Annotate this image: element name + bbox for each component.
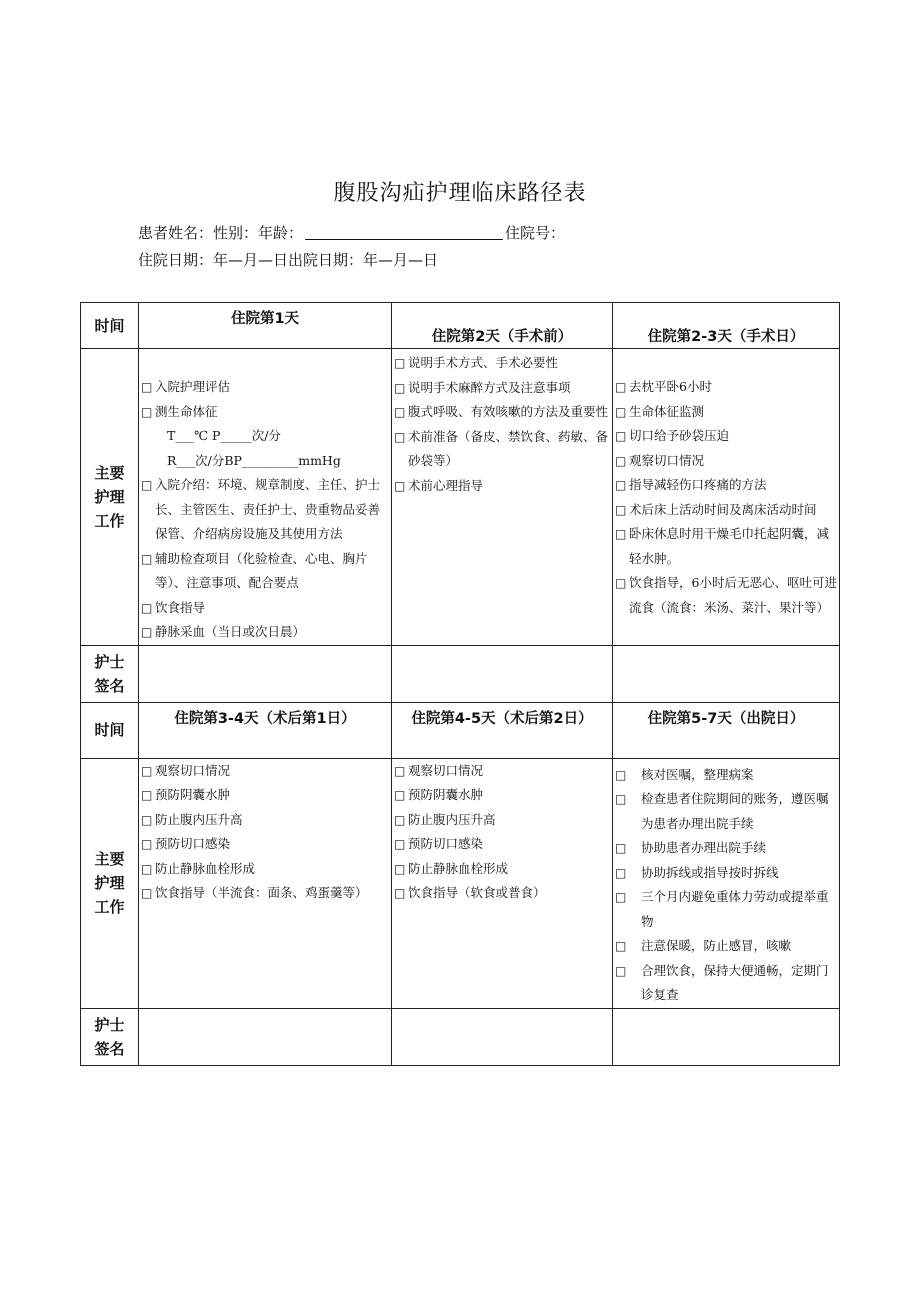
list-item: □ 预防阴囊水肿 bbox=[139, 783, 389, 808]
list-item: □ 说明手术麻醉方式及注意事项 bbox=[392, 376, 610, 401]
checkbox-icon[interactable]: □ bbox=[615, 502, 627, 517]
top-col3-list bbox=[613, 375, 839, 620]
list-item: □ 协助患者办理出院手续 bbox=[613, 836, 837, 861]
list-item: R___次/分BP_________mmHg bbox=[167, 452, 341, 468]
checkbox-icon[interactable]: □ bbox=[141, 478, 153, 492]
list-item: □ 测生命体征 bbox=[139, 400, 389, 425]
bottom-col2-cell bbox=[392, 758, 613, 1008]
patient-info-fields: 患者姓名：性别：年龄： bbox=[138, 224, 304, 242]
checkbox-icon[interactable]: □ bbox=[615, 890, 627, 904]
list-item: □ 防止静脉血栓形成 bbox=[139, 857, 389, 882]
list-item: □ 防止腹内压升高 bbox=[392, 808, 610, 833]
top-col2-list bbox=[392, 351, 612, 498]
list-item: □ 观察切口情况 bbox=[392, 759, 610, 784]
signature-field[interactable] bbox=[139, 1008, 392, 1065]
checkbox-icon[interactable]: □ bbox=[615, 792, 627, 806]
list-item: □ 协助拆线或指导按时拆线 bbox=[613, 861, 837, 886]
checkbox-icon[interactable]: □ bbox=[141, 861, 153, 876]
checkbox-icon[interactable]: □ bbox=[615, 939, 627, 953]
top-header-row bbox=[81, 303, 840, 349]
checkbox-icon[interactable]: □ bbox=[394, 478, 406, 493]
bottom-col1-cell bbox=[139, 758, 392, 1008]
checkbox-icon[interactable]: □ bbox=[615, 380, 627, 394]
checkbox-icon[interactable]: □ bbox=[141, 763, 153, 778]
checkbox-icon[interactable]: □ bbox=[141, 404, 153, 419]
checkbox-icon[interactable]: □ bbox=[141, 600, 153, 615]
bottom-header-row bbox=[81, 702, 840, 758]
header-day-2: 住院第2天（手术前） bbox=[392, 303, 613, 349]
checkbox-icon[interactable]: □ bbox=[394, 837, 406, 851]
bottom-col3-list bbox=[613, 763, 839, 1008]
top-col3-cell bbox=[613, 349, 840, 646]
checkbox-icon[interactable]: □ bbox=[394, 861, 406, 876]
bottom-col2-list bbox=[392, 759, 612, 906]
list-item: □ 观察切口情况 bbox=[613, 449, 837, 474]
list-item: □ 静脉采血（当日或次日晨） bbox=[139, 620, 389, 645]
signature-field[interactable] bbox=[392, 645, 613, 702]
time-label: 时间 bbox=[81, 303, 139, 349]
checkbox-icon[interactable]: □ bbox=[615, 429, 627, 443]
list-item: T___℃ P_____次/分 bbox=[167, 428, 281, 443]
list-item: □ 预防切口感染 bbox=[392, 832, 610, 857]
list-item: □ 预防阴囊水肿 bbox=[392, 783, 610, 808]
checkbox-icon[interactable]: □ bbox=[141, 886, 153, 900]
top-nurse-sign-row bbox=[81, 645, 840, 702]
list-item: □ 切口给予砂袋压迫 bbox=[613, 424, 837, 449]
checkbox-icon[interactable]: □ bbox=[394, 812, 406, 827]
list-item: □ 合理饮食，保持大便通畅，定期门诊复查 bbox=[613, 959, 837, 1008]
list-item: □ 去枕平卧6小时 bbox=[613, 375, 837, 400]
checkbox-icon[interactable]: □ bbox=[141, 837, 153, 851]
checkbox-icon[interactable]: □ bbox=[615, 453, 627, 468]
checkbox-icon[interactable]: □ bbox=[141, 812, 153, 827]
list-item: □ 辅助检查项目（化验检查、心电、胸片等）、注意事项、配合要点 bbox=[139, 547, 389, 596]
main-work-label: 主要护理工作 bbox=[94, 463, 125, 530]
checkbox-icon[interactable]: □ bbox=[141, 380, 153, 394]
header-day-3-4: 住院第3-4天（术后第1日） bbox=[139, 702, 392, 758]
checkbox-icon[interactable]: □ bbox=[394, 886, 406, 900]
patient-info-line-1 bbox=[138, 222, 565, 243]
main-work-label: 主要护理工作 bbox=[94, 850, 125, 916]
page-title: 腹股沟疝护理临床路径表 bbox=[333, 181, 587, 206]
top-col1-cell bbox=[139, 349, 392, 646]
list-item: □ 饮食指导（半流食：面条、鸡蛋羹等） bbox=[139, 881, 389, 906]
bottom-nurse-sign-row bbox=[81, 1008, 840, 1065]
checkbox-icon[interactable]: □ bbox=[615, 865, 627, 880]
checkbox-icon[interactable]: □ bbox=[394, 788, 406, 802]
list-item: □ 说明手术方式、手术必要性 bbox=[392, 351, 610, 376]
list-item: □ 防止静脉血栓形成 bbox=[392, 857, 610, 882]
signature-field[interactable] bbox=[613, 645, 840, 702]
time-label: 时间 bbox=[81, 702, 139, 758]
bottom-col3-cell bbox=[613, 758, 840, 1008]
signature-field[interactable] bbox=[392, 1008, 613, 1065]
admission-number-label: 住院号： bbox=[505, 224, 566, 242]
top-main-work-row bbox=[81, 349, 840, 646]
signature-field[interactable] bbox=[139, 645, 392, 702]
patient-info-line-2: 住院日期：年—月—日出院日期：年—月—日 bbox=[138, 251, 439, 269]
list-item: □ 指导减轻伤口疼痛的方法 bbox=[613, 473, 837, 498]
checkbox-icon[interactable]: □ bbox=[615, 527, 627, 541]
checkbox-icon[interactable]: □ bbox=[615, 478, 627, 492]
list-item: □ 三个月内避免重体力劳动或提举重物 bbox=[613, 885, 837, 934]
checkbox-icon[interactable]: □ bbox=[394, 356, 406, 370]
list-item: □ 观察切口情况 bbox=[139, 759, 389, 784]
checkbox-icon[interactable]: □ bbox=[141, 788, 153, 802]
list-item: □ 检查患者住院期间的账务，遵医嘱为患者办理出院手续 bbox=[613, 787, 837, 836]
checkbox-icon[interactable]: □ bbox=[615, 404, 627, 419]
top-col2-cell bbox=[392, 349, 613, 646]
checkbox-icon[interactable]: □ bbox=[394, 429, 406, 444]
list-item: □ 防止腹内压升高 bbox=[139, 808, 389, 833]
checkbox-icon[interactable]: □ bbox=[141, 551, 153, 566]
nurse-sign-label: 护士签名 bbox=[94, 652, 125, 695]
list-item: □ 术前准备（备皮、禁饮食、药敏、备砂袋等） bbox=[392, 425, 610, 474]
checkbox-icon[interactable]: □ bbox=[141, 625, 153, 639]
header-day-2-3: 住院第2-3天（手术日） bbox=[613, 303, 840, 349]
bottom-main-work-row bbox=[81, 758, 840, 1008]
checkbox-icon[interactable]: □ bbox=[394, 763, 406, 778]
age-blank-line bbox=[305, 225, 503, 240]
list-item: □ 入院介绍：环境、规章制度、主任、护士长、主管医生、责任护士、贵重物品妥善保管、介绍病房设施及其使用方法 bbox=[139, 473, 389, 547]
header-day-4-5: 住院第4-5天（术后第2日） bbox=[392, 702, 613, 758]
checkbox-icon[interactable]: □ bbox=[394, 405, 406, 419]
list-item: □ 核对医嘱，整理病案 bbox=[613, 763, 837, 788]
list-item: □ 入院护理评估 bbox=[139, 375, 389, 400]
checkbox-icon[interactable]: □ bbox=[615, 576, 627, 590]
signature-field[interactable] bbox=[613, 1008, 840, 1065]
list-item: □ 术后床上活动时间及离床活动时间 bbox=[613, 498, 837, 523]
list-item: □ 腹式呼吸、有效咳嗽的方法及重要性 bbox=[392, 400, 610, 425]
list-item: □ 卧床休息时用干燥毛巾托起阴囊，减轻水肿。 bbox=[613, 522, 837, 571]
header-day-1: 住院第1天 bbox=[139, 303, 392, 349]
bottom-col1-list bbox=[139, 759, 391, 906]
list-item: □ 预防切口感染 bbox=[139, 832, 389, 857]
checkbox-icon[interactable]: □ bbox=[615, 963, 627, 978]
checkbox-icon[interactable]: □ bbox=[615, 767, 627, 782]
list-item: □ 术前心理指导 bbox=[392, 474, 610, 499]
list-item: □ 饮食指导，6小时后无恶心、呕吐可进流食（流食：米汤、菜汁、果汁等） bbox=[613, 571, 837, 620]
header-day-5-7: 住院第5-7天（出院日） bbox=[613, 702, 840, 758]
checkbox-icon[interactable]: □ bbox=[394, 380, 406, 395]
list-item: □ 生命体征监测 bbox=[613, 400, 837, 425]
list-item: □ 饮食指导（软食或普食） bbox=[392, 881, 610, 906]
list-item: □ 注意保暖，防止感冒，咳嗽 bbox=[613, 934, 837, 959]
nurse-sign-label: 护士签名 bbox=[94, 1015, 125, 1058]
list-item: □ 饮食指导 bbox=[139, 596, 389, 621]
clinical-pathway-table bbox=[80, 302, 840, 1066]
checkbox-icon[interactable]: □ bbox=[615, 841, 627, 855]
top-col1-list bbox=[139, 375, 391, 645]
